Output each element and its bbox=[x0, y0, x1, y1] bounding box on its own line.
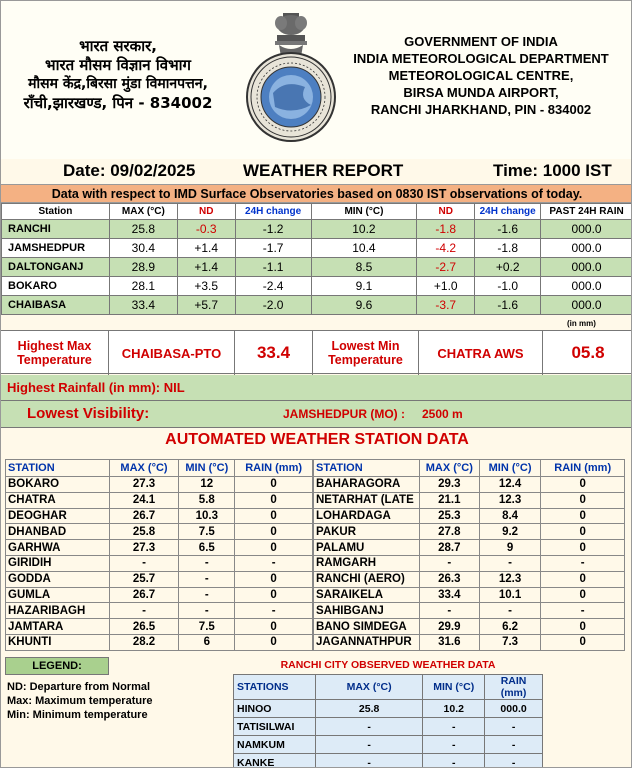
hindi-line: भारत सरकार, bbox=[79, 37, 157, 55]
lowest-visibility-row bbox=[1, 401, 632, 428]
lowest-min-station: CHATRA AWS bbox=[419, 331, 543, 375]
table-cell: 0 bbox=[541, 634, 625, 650]
table-cell: GARHWA bbox=[6, 540, 110, 556]
table-cell: 25.3 bbox=[419, 508, 479, 524]
table-cell: -0.3 bbox=[177, 220, 235, 239]
highlights-row bbox=[1, 330, 632, 374]
hindi-line: राँची,झारखण्ड, पिन - 834002 bbox=[23, 94, 213, 112]
col-header: MAX (°C) bbox=[419, 460, 479, 477]
table-cell: 28.1 bbox=[109, 277, 177, 296]
table-cell: - bbox=[235, 555, 313, 571]
col-header: RAIN (mm) bbox=[235, 460, 313, 477]
ranchi-city-title: RANCHI CITY OBSERVED WEATHER DATA bbox=[280, 659, 496, 671]
table-cell: -1.0 bbox=[475, 277, 541, 296]
table-row bbox=[314, 634, 625, 650]
table-cell: - bbox=[315, 736, 422, 754]
table-cell: -1.1 bbox=[235, 258, 311, 277]
visibility-label: Lowest Visibility: bbox=[27, 405, 150, 422]
table-cell: BAHARAGORA bbox=[314, 477, 420, 493]
table-cell: 0 bbox=[235, 634, 313, 650]
table-cell: - bbox=[485, 736, 543, 754]
table-cell: 000.0 bbox=[541, 220, 632, 239]
english-line: METEOROLOGICAL CENTRE, bbox=[388, 68, 574, 83]
table-cell: RANCHI (AERO) bbox=[314, 571, 420, 587]
table-row bbox=[234, 700, 543, 718]
table-row bbox=[6, 634, 313, 650]
table-cell: - bbox=[479, 555, 541, 571]
table-cell: 27.3 bbox=[109, 477, 179, 493]
table-row bbox=[2, 277, 632, 296]
table-row bbox=[314, 477, 625, 493]
table-cell: CHAIBASA bbox=[2, 296, 110, 315]
table-row bbox=[314, 571, 625, 587]
table-cell: 0 bbox=[541, 524, 625, 540]
table-cell: CHATRA bbox=[6, 492, 110, 508]
table-row bbox=[6, 492, 313, 508]
table-row bbox=[234, 718, 543, 736]
table-cell: - bbox=[423, 754, 485, 768]
legend bbox=[7, 680, 153, 722]
table-cell: - bbox=[419, 555, 479, 571]
col-header: STATIONS bbox=[234, 675, 316, 700]
table-cell: 0 bbox=[541, 540, 625, 556]
table-cell: -1.8 bbox=[417, 220, 475, 239]
col-header: MAX (°C) bbox=[109, 460, 179, 477]
visibility-station: JAMSHEDPUR (MO) : bbox=[283, 407, 405, 421]
legend-line: ND: Departure from Normal bbox=[7, 681, 151, 693]
table-cell: 31.6 bbox=[419, 634, 479, 650]
table-row bbox=[314, 603, 625, 619]
table-cell: 12.4 bbox=[479, 477, 541, 493]
table-cell: SAHIBGANJ bbox=[314, 603, 420, 619]
table-cell: +5.7 bbox=[177, 296, 235, 315]
table-cell: - bbox=[235, 603, 313, 619]
table-cell: -2.4 bbox=[235, 277, 311, 296]
table-cell: 6.5 bbox=[179, 540, 235, 556]
table-cell: 26.7 bbox=[109, 508, 179, 524]
table-cell: BANO SIMDEGA bbox=[314, 619, 420, 635]
table-cell: - bbox=[423, 718, 485, 736]
table-cell: - bbox=[179, 603, 235, 619]
report-time: Time: 1000 IST bbox=[493, 161, 612, 180]
table-cell: - bbox=[485, 754, 543, 768]
legend-title: LEGEND: bbox=[5, 657, 109, 675]
table-cell: RAMGARH bbox=[314, 555, 420, 571]
col-header: Station bbox=[2, 204, 110, 220]
report-title: WEATHER REPORT bbox=[243, 161, 404, 180]
table-row bbox=[314, 555, 625, 571]
table-cell: 12 bbox=[179, 477, 235, 493]
table-cell: 30.4 bbox=[109, 239, 177, 258]
table-row bbox=[2, 239, 632, 258]
table-cell: -2.7 bbox=[417, 258, 475, 277]
table-cell: NAMKUM bbox=[234, 736, 316, 754]
table-row bbox=[6, 540, 313, 556]
table-cell: 0 bbox=[235, 619, 313, 635]
table-cell: HAZARIBAGH bbox=[6, 603, 110, 619]
table-cell: 28.7 bbox=[419, 540, 479, 556]
hindi-line: मौसम केंद्र,बिरसा मुंडा विमानपत्तन, bbox=[28, 76, 208, 92]
table-cell: 27.8 bbox=[419, 524, 479, 540]
table-cell: 8.5 bbox=[311, 258, 417, 277]
table-cell: - bbox=[179, 587, 235, 603]
table-cell: 33.4 bbox=[109, 296, 177, 315]
table-cell: -1.6 bbox=[475, 220, 541, 239]
english-line: RANCHI JHARKHAND, PIN - 834002 bbox=[370, 102, 592, 117]
table-cell: 0 bbox=[541, 571, 625, 587]
table-cell: 7.3 bbox=[479, 634, 541, 650]
table-row bbox=[6, 524, 313, 540]
table-cell: 21.1 bbox=[419, 492, 479, 508]
table-cell: - bbox=[109, 603, 179, 619]
highest-max-value: 33.4 bbox=[235, 331, 313, 375]
table-cell: 25.8 bbox=[109, 524, 179, 540]
table-row bbox=[314, 540, 625, 556]
col-header: MAX (°C) bbox=[315, 675, 422, 700]
table-cell: - bbox=[423, 736, 485, 754]
table-cell: 10.1 bbox=[479, 587, 541, 603]
col-header: RAIN (mm) bbox=[541, 460, 625, 477]
table-cell: - bbox=[315, 718, 422, 736]
table-cell: DHANBAD bbox=[6, 524, 110, 540]
ranchi-city-table bbox=[233, 674, 543, 768]
col-header: MIN (°C) bbox=[179, 460, 235, 477]
table-row bbox=[2, 258, 632, 277]
table-cell: 24.1 bbox=[109, 492, 179, 508]
table-cell: - bbox=[541, 555, 625, 571]
english-line: BIRSA MUNDA AIRPORT, bbox=[403, 85, 559, 100]
table-cell: 000.0 bbox=[485, 700, 543, 718]
col-header: MIN (°C) bbox=[311, 204, 417, 220]
report-header bbox=[1, 1, 632, 159]
table-cell: 0 bbox=[541, 477, 625, 493]
hindi-address bbox=[5, 37, 231, 113]
table-cell: -1.8 bbox=[475, 239, 541, 258]
table-cell: TATISILWAI bbox=[234, 718, 316, 736]
col-header: ND bbox=[177, 204, 235, 220]
table-cell: -3.7 bbox=[417, 296, 475, 315]
table-cell: 9.1 bbox=[311, 277, 417, 296]
english-line: INDIA METEOROLOGICAL DEPARTMENT bbox=[353, 51, 609, 66]
legend-line: Max: Maximum temperature bbox=[7, 695, 153, 707]
col-header: STATION bbox=[314, 460, 420, 477]
table-row bbox=[2, 296, 632, 315]
table-cell: +0.2 bbox=[475, 258, 541, 277]
english-address bbox=[331, 33, 631, 118]
table-cell: 25.8 bbox=[109, 220, 177, 239]
col-header: MIN (°C) bbox=[479, 460, 541, 477]
observation-banner: Data with respect to IMD Surface Observatories based on 0830 IST observations of today. bbox=[1, 184, 632, 203]
col-header: 24H change bbox=[475, 204, 541, 220]
lowest-min-label: Lowest Min Temperature bbox=[313, 331, 419, 375]
table-cell: - bbox=[541, 603, 625, 619]
surface-header-row bbox=[2, 204, 632, 220]
hindi-line: भारत मौसम विज्ञान विभाग bbox=[45, 56, 191, 74]
table-cell: 10.2 bbox=[311, 220, 417, 239]
table-cell: 0 bbox=[541, 587, 625, 603]
table-row bbox=[6, 555, 313, 571]
table-cell: SARAIKELA bbox=[314, 587, 420, 603]
table-cell: 28.2 bbox=[109, 634, 179, 650]
table-cell: 27.3 bbox=[109, 540, 179, 556]
table-cell: 000.0 bbox=[541, 239, 632, 258]
table-cell: JAMTARA bbox=[6, 619, 110, 635]
table-cell: 25.8 bbox=[315, 700, 422, 718]
aws-table-right bbox=[313, 459, 625, 651]
table-row bbox=[6, 587, 313, 603]
english-line: GOVERNMENT OF INDIA bbox=[404, 34, 558, 49]
table-cell: - bbox=[485, 718, 543, 736]
table-cell: DEOGHAR bbox=[6, 508, 110, 524]
table-cell: - bbox=[479, 603, 541, 619]
table-cell: KANKE bbox=[234, 754, 316, 768]
highest-max-station: CHAIBASA-PTO bbox=[109, 331, 235, 375]
table-cell: GODDA bbox=[6, 571, 110, 587]
table-cell: 0 bbox=[235, 508, 313, 524]
table-cell: 12.3 bbox=[479, 492, 541, 508]
table-cell: 000.0 bbox=[541, 258, 632, 277]
highest-rainfall: Highest Rainfall (in mm): NIL bbox=[1, 375, 632, 401]
table-cell: -2.0 bbox=[235, 296, 311, 315]
table-cell: HINOO bbox=[234, 700, 316, 718]
table-cell: 12.3 bbox=[479, 571, 541, 587]
table-row bbox=[6, 477, 313, 493]
table-cell: - bbox=[109, 555, 179, 571]
table-row bbox=[2, 220, 632, 239]
table-cell: 000.0 bbox=[541, 296, 632, 315]
table-row bbox=[314, 619, 625, 635]
table-cell: 0 bbox=[541, 619, 625, 635]
table-cell: -4.2 bbox=[417, 239, 475, 258]
table-row bbox=[6, 508, 313, 524]
table-cell: - bbox=[179, 555, 235, 571]
table-cell: 9.2 bbox=[479, 524, 541, 540]
table-cell: 9 bbox=[479, 540, 541, 556]
table-cell: 28.9 bbox=[109, 258, 177, 277]
table-cell: 0 bbox=[541, 508, 625, 524]
table-cell: 0 bbox=[235, 524, 313, 540]
table-cell: 33.4 bbox=[419, 587, 479, 603]
table-cell: PALAMU bbox=[314, 540, 420, 556]
visibility-value: 2500 m bbox=[422, 407, 463, 421]
unit-note: (in mm) bbox=[567, 319, 596, 328]
table-row bbox=[6, 619, 313, 635]
col-header: PAST 24H RAIN bbox=[541, 204, 632, 220]
col-header: ND bbox=[417, 204, 475, 220]
table-cell: 26.5 bbox=[109, 619, 179, 635]
col-header: 24H change bbox=[235, 204, 311, 220]
table-cell: 25.7 bbox=[109, 571, 179, 587]
table-row bbox=[234, 754, 543, 768]
table-cell: - bbox=[315, 754, 422, 768]
table-cell: -1.7 bbox=[235, 239, 311, 258]
aws-header-row bbox=[6, 460, 313, 477]
table-cell: 10.2 bbox=[423, 700, 485, 718]
table-cell: 26.3 bbox=[419, 571, 479, 587]
aws-title: AUTOMATED WEATHER STATION DATA bbox=[165, 431, 469, 448]
table-cell: - bbox=[419, 603, 479, 619]
table-row bbox=[234, 736, 543, 754]
table-cell: 0 bbox=[541, 492, 625, 508]
table-cell: GIRIDIH bbox=[6, 555, 110, 571]
table-cell: 7.5 bbox=[179, 619, 235, 635]
table-cell: 6.2 bbox=[479, 619, 541, 635]
col-header: MIN (°C) bbox=[423, 675, 485, 700]
table-cell: 9.6 bbox=[311, 296, 417, 315]
table-cell: RANCHI bbox=[2, 220, 110, 239]
table-cell: +3.5 bbox=[177, 277, 235, 296]
imd-emblem-icon bbox=[245, 9, 337, 155]
surface-observatory-table bbox=[1, 203, 632, 315]
lowest-min-value: 05.8 bbox=[571, 343, 605, 362]
table-row bbox=[314, 587, 625, 603]
table-row bbox=[6, 571, 313, 587]
date-row bbox=[1, 159, 632, 183]
table-cell: LOHARDAGA bbox=[314, 508, 420, 524]
table-cell: KHUNTI bbox=[6, 634, 110, 650]
table-cell: +1.0 bbox=[417, 277, 475, 296]
table-cell: 5.8 bbox=[179, 492, 235, 508]
table-cell: 8.4 bbox=[479, 508, 541, 524]
table-cell: JAGANNATHPUR bbox=[314, 634, 420, 650]
table-cell: 29.9 bbox=[419, 619, 479, 635]
table-cell: 29.3 bbox=[419, 477, 479, 493]
report-date: Date: 09/02/2025 bbox=[63, 161, 196, 180]
table-cell: GUMLA bbox=[6, 587, 110, 603]
table-cell: 0 bbox=[235, 477, 313, 493]
table-cell: -1.2 bbox=[235, 220, 311, 239]
col-header: STATION bbox=[6, 460, 110, 477]
table-cell: +1.4 bbox=[177, 258, 235, 277]
table-cell: BOKARO bbox=[6, 477, 110, 493]
col-header: MAX (°C) bbox=[109, 204, 177, 220]
table-cell: PAKUR bbox=[314, 524, 420, 540]
table-cell: 0 bbox=[235, 540, 313, 556]
table-cell: 26.7 bbox=[109, 587, 179, 603]
ranchi-city-header-row bbox=[234, 675, 543, 700]
table-cell: DALTONGANJ bbox=[2, 258, 110, 277]
table-row bbox=[314, 508, 625, 524]
table-row bbox=[314, 492, 625, 508]
table-cell: 7.5 bbox=[179, 524, 235, 540]
col-header: RAIN (mm) bbox=[485, 675, 543, 700]
table-cell: 000.0 bbox=[541, 277, 632, 296]
table-cell: 0 bbox=[235, 571, 313, 587]
table-cell: BOKARO bbox=[2, 277, 110, 296]
table-cell: NETARHAT (LATE bbox=[314, 492, 420, 508]
aws-header-row bbox=[314, 460, 625, 477]
table-cell: JAMSHEDPUR bbox=[2, 239, 110, 258]
table-cell: 10.3 bbox=[179, 508, 235, 524]
table-row bbox=[6, 603, 313, 619]
table-cell: 10.4 bbox=[311, 239, 417, 258]
highest-max-label: Highest Max Temperature bbox=[1, 331, 109, 375]
table-cell: -1.6 bbox=[475, 296, 541, 315]
table-row bbox=[314, 524, 625, 540]
table-cell: 6 bbox=[179, 634, 235, 650]
table-cell: +1.4 bbox=[177, 239, 235, 258]
table-cell: 0 bbox=[235, 587, 313, 603]
legend-line: Min: Minimum temperature bbox=[7, 709, 148, 721]
table-cell: - bbox=[179, 571, 235, 587]
table-cell: 0 bbox=[235, 492, 313, 508]
aws-table-left bbox=[5, 459, 313, 651]
